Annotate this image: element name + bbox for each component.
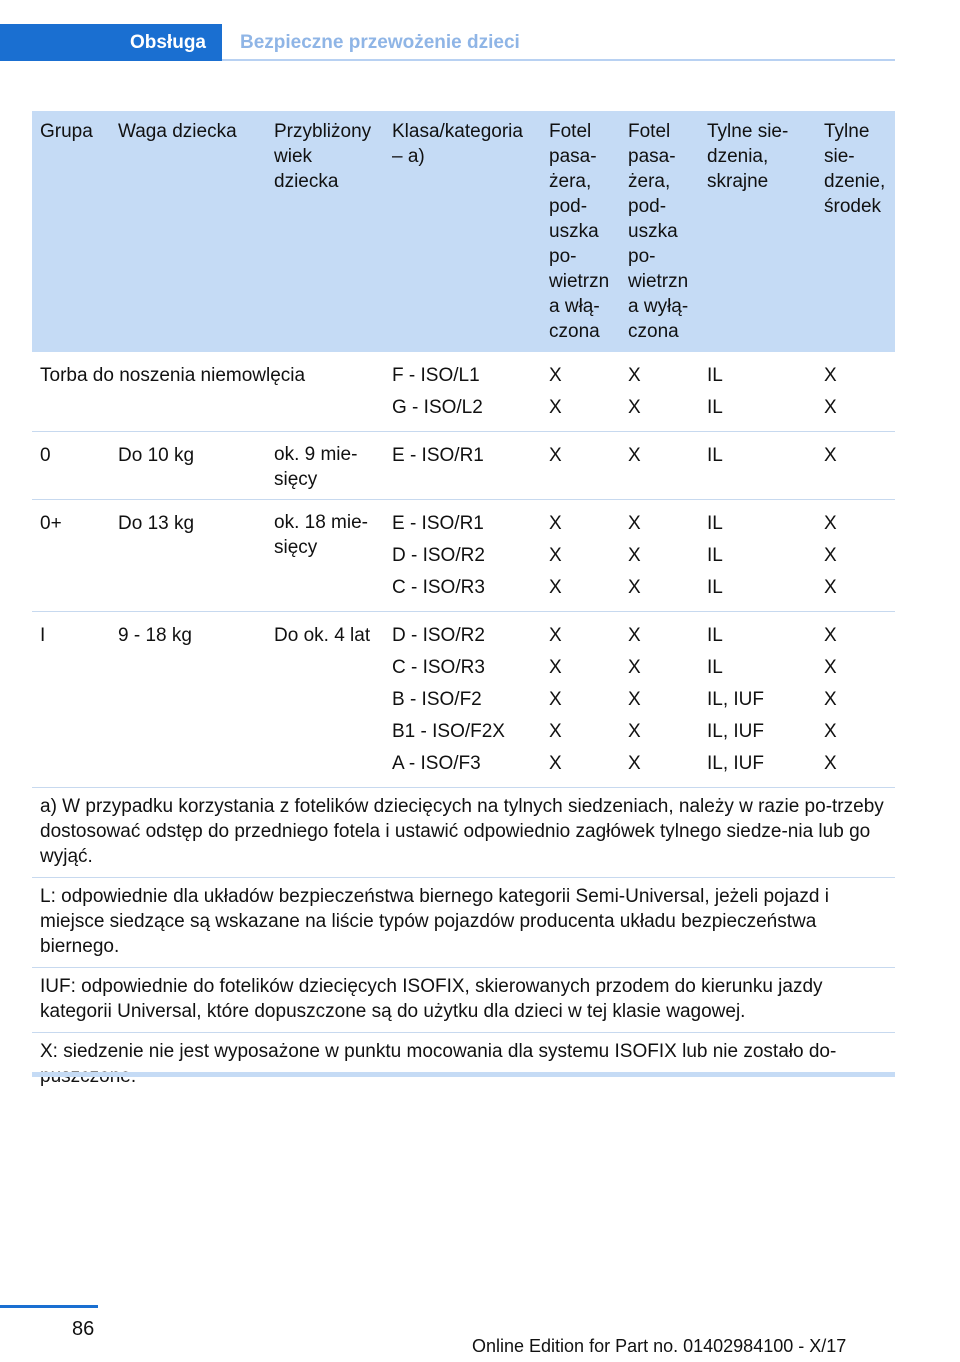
value: IL xyxy=(707,397,723,418)
table-row xyxy=(32,352,895,432)
value: X xyxy=(549,721,562,742)
header-tylne-srodek: Tylne sie-dzenie, środek xyxy=(816,111,895,352)
cell-fotel-wylaczona xyxy=(620,432,699,500)
value: IL xyxy=(707,625,723,646)
class-line: E - ISO/R1 xyxy=(392,513,484,534)
edition-text: Online Edition for Part no. 01402984100 - X/17 xyxy=(472,1336,847,1356)
header-divider xyxy=(222,59,895,61)
cell-fotel-wylaczona xyxy=(620,352,699,432)
cell-group: I xyxy=(32,612,110,788)
cell-label: Torba do noszenia niemowlęcia xyxy=(32,352,384,432)
value: X xyxy=(824,753,837,774)
cell-fotel-wylaczona xyxy=(620,500,699,612)
cell-tylne-srodek xyxy=(816,352,895,432)
value: X xyxy=(824,657,837,678)
cell-classes xyxy=(384,352,541,432)
tab-obsluga-label: Obsługa xyxy=(129,31,206,53)
cell-fotel-wlaczona xyxy=(541,612,620,788)
cell-tylne-srodek xyxy=(816,612,895,788)
cell-tylne-srodek xyxy=(816,500,895,612)
cell-weight: Do 13 kg xyxy=(110,500,266,612)
cell-tylne-skrajne xyxy=(699,500,816,612)
value: X xyxy=(824,625,837,646)
class-line: D - ISO/R2 xyxy=(392,545,485,566)
cell-age xyxy=(266,500,384,612)
cell-tylne-skrajne xyxy=(699,432,816,500)
value: X xyxy=(628,445,641,466)
footnote-l: L: odpowiednie dla układów bezpieczeństwa biernego kategorii Semi-Universal, jeżeli pojazd i miejsce siedzące są wskazane na liście typów pojazdów producenta układu bezpieczeństwa biernego. xyxy=(32,878,895,968)
class-line: F - ISO/L1 xyxy=(392,365,480,386)
footnote-iuf: IUF: odpowiednie do fotelików dziecięcych ISOFIX, skierowanych przodem do kierunku jazdy kategorii Universal, które dopuszczone są do użytku dla dzieci w tej klasie wagowej. xyxy=(32,968,895,1033)
cell-tylne-srodek xyxy=(816,432,895,500)
value: X xyxy=(824,689,837,710)
value: X xyxy=(549,513,562,534)
cell-fotel-wlaczona xyxy=(541,432,620,500)
value: X xyxy=(549,397,562,418)
value: IL xyxy=(707,545,723,566)
table-row xyxy=(32,612,895,788)
table-note-row xyxy=(32,788,895,878)
value: X xyxy=(549,577,562,598)
footnote-x: X: siedzenie nie jest wyposażone w punktu mocowania dla systemu ISOFIX lub nie zostało do- xyxy=(40,1041,837,1062)
footnote-a: a) W przypadku korzystania z fotelików dziecięcych na tylnych siedzeniach, należy w razie po-trzeby dostosować odstęp do przedniego fotela i ustawić odpowiednio zagłówek tylnego siedze-nia lub go wyjąć. xyxy=(32,788,895,878)
table-note-row xyxy=(32,1033,895,1098)
cell-fotel-wylaczona xyxy=(620,612,699,788)
cell-tylne-skrajne xyxy=(699,612,816,788)
cell-weight: Do 10 kg xyxy=(110,432,266,500)
value: IL xyxy=(707,657,723,678)
cell-age xyxy=(266,432,384,500)
cell-age: Do ok. 4 lat xyxy=(266,612,384,788)
table-note-row xyxy=(32,878,895,968)
cell-tylne-skrajne xyxy=(699,352,816,432)
table-row xyxy=(32,500,895,612)
value: X xyxy=(628,397,641,418)
header-tylne-skrajne: Tylne sie-dzenia, skrajne xyxy=(699,111,816,352)
value: X xyxy=(824,577,837,598)
header-grupa: Grupa xyxy=(32,111,110,352)
page-header xyxy=(0,24,895,61)
header-fotel-wylaczona: Fotel pasa-żera, pod-uszka po-wietrzn a wyłą-czona xyxy=(620,111,699,352)
class-line: A - ISO/F3 xyxy=(392,753,481,774)
class-line: E - ISO/R1 xyxy=(392,445,484,466)
section-title[interactable]: Bezpieczne przewożenie dzieci xyxy=(240,31,520,53)
header-klasa: Klasa/kategoria – a) xyxy=(384,111,541,352)
value: IL, IUF xyxy=(707,753,765,774)
value: X xyxy=(549,365,562,386)
value: X xyxy=(628,689,641,710)
cell-group: 0 xyxy=(32,432,110,500)
value: X xyxy=(824,397,837,418)
class-line: B - ISO/F2 xyxy=(392,689,482,710)
cell-fotel-wlaczona xyxy=(541,500,620,612)
value: IL xyxy=(707,513,723,534)
value: X xyxy=(628,657,641,678)
cell-group: 0+ xyxy=(32,500,110,612)
header-fotel-wlaczona: Fotel pasa-żera, pod-uszka po-wietrzn a włą-czona xyxy=(541,111,620,352)
value: X xyxy=(549,753,562,774)
header-waga: Waga dziecka xyxy=(110,111,266,352)
isofix-table xyxy=(32,111,895,1097)
class-line: B1 - ISO/F2X xyxy=(392,721,505,742)
value: IL xyxy=(707,577,723,598)
value: IL, IUF xyxy=(707,689,765,710)
value: X xyxy=(628,513,641,534)
value: X xyxy=(628,721,641,742)
value: IL, IUF xyxy=(707,721,765,742)
table-row xyxy=(32,432,895,500)
page-number: 86 xyxy=(72,1318,95,1340)
value: X xyxy=(549,625,562,646)
class-line: C - ISO/R3 xyxy=(392,657,485,678)
class-line: D - ISO/R2 xyxy=(392,625,485,646)
class-line: G - ISO/L2 xyxy=(392,397,483,418)
table-header-row xyxy=(32,111,895,352)
cell-classes xyxy=(384,612,541,788)
cell-classes xyxy=(384,500,541,612)
value: X xyxy=(549,445,562,466)
cell-classes xyxy=(384,432,541,500)
class-line: C - ISO/R3 xyxy=(392,577,485,598)
value: X xyxy=(628,753,641,774)
value: X xyxy=(628,625,641,646)
header-wiek: Przybliżony wiek dziecka xyxy=(266,111,384,352)
value: X xyxy=(549,657,562,678)
age-text: ok. 9 mie-sięcy xyxy=(274,444,358,490)
table-bottom-bar xyxy=(32,1072,895,1077)
footer-accent-line xyxy=(0,1305,98,1308)
value: X xyxy=(549,689,562,710)
tab-obsluga[interactable] xyxy=(0,24,222,61)
value: X xyxy=(628,365,641,386)
value: X xyxy=(824,721,837,742)
age-text: ok. 18 mie-sięcy xyxy=(274,512,368,558)
cell-weight: 9 - 18 kg xyxy=(110,612,266,788)
value: X xyxy=(628,545,641,566)
value: X xyxy=(824,365,837,386)
cell-fotel-wlaczona xyxy=(541,352,620,432)
value: X xyxy=(824,445,837,466)
value: X xyxy=(824,545,837,566)
value: IL xyxy=(707,445,723,466)
value: X xyxy=(549,545,562,566)
table-note-row xyxy=(32,968,895,1033)
value: IL xyxy=(707,365,723,386)
value: X xyxy=(628,577,641,598)
value: X xyxy=(824,513,837,534)
